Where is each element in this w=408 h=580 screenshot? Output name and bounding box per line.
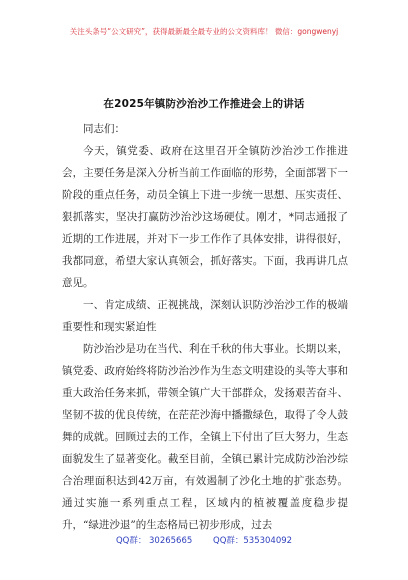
paragraph: 防沙治沙是功在当代、利在千秋的伟大事业。长期以来，镇党委、政府始终将防沙治沙作为生态文明建设的头等大事和重大政治任务来抓，带领全镇广大干部群众，发扬艰苦奋斗、坚韧不拔的优良传统，在茫茫沙海中播撒绿色，取得了令人鼓舞的成就。回顾过去的工作，全镇上下付出了巨大努力，生态面貌发生了显著变化。截至目前，全镇已累计完成防沙治沙综合治理面积达到42万亩，有效遏制了沙化土地的扩张态势。通过实施一系列重点工程，区域内的植被覆盖度稳步提升，“绿进沙退”的生态格局已初步形成，过去	[62, 343, 348, 531]
header-banner: 关注头条号“公文研究”，获得最新最全最专业的公文资料库！ 微信：gongwenyj	[69, 27, 339, 36]
document-title: 在2025年镇防沙治沙工作推进会上的讲话	[103, 98, 305, 110]
footer	[0, 534, 408, 546]
document-body	[62, 118, 348, 536]
footer-qq-group-1: QQ群： 30265665	[115, 536, 193, 546]
paragraph: 今天，镇党委、政府在这里召开全镇防沙治沙工作推进会，主要任务是深入分析当前工作面临的形势，全面部署下一阶段的重点任务，动员全镇上下进一步统一思想、压实责任、狠抓落实，坚决打赢防沙治沙这场硬仗。刚才，*同志通报了近期的工作进展，并对下一步工作作了具体安排，讲得很好，我都同意，希望大家认真领会，抓好落实。下面，我再讲几点意见。	[62, 145, 348, 289]
section-heading: 一、肯定成绩、正视挑战，深刻认识防沙治沙工作的极端重要性和现实紧迫性	[62, 299, 348, 333]
footer-qq-group-2: QQ群：535304092	[213, 536, 293, 546]
salutation: 同志们：	[83, 123, 125, 135]
